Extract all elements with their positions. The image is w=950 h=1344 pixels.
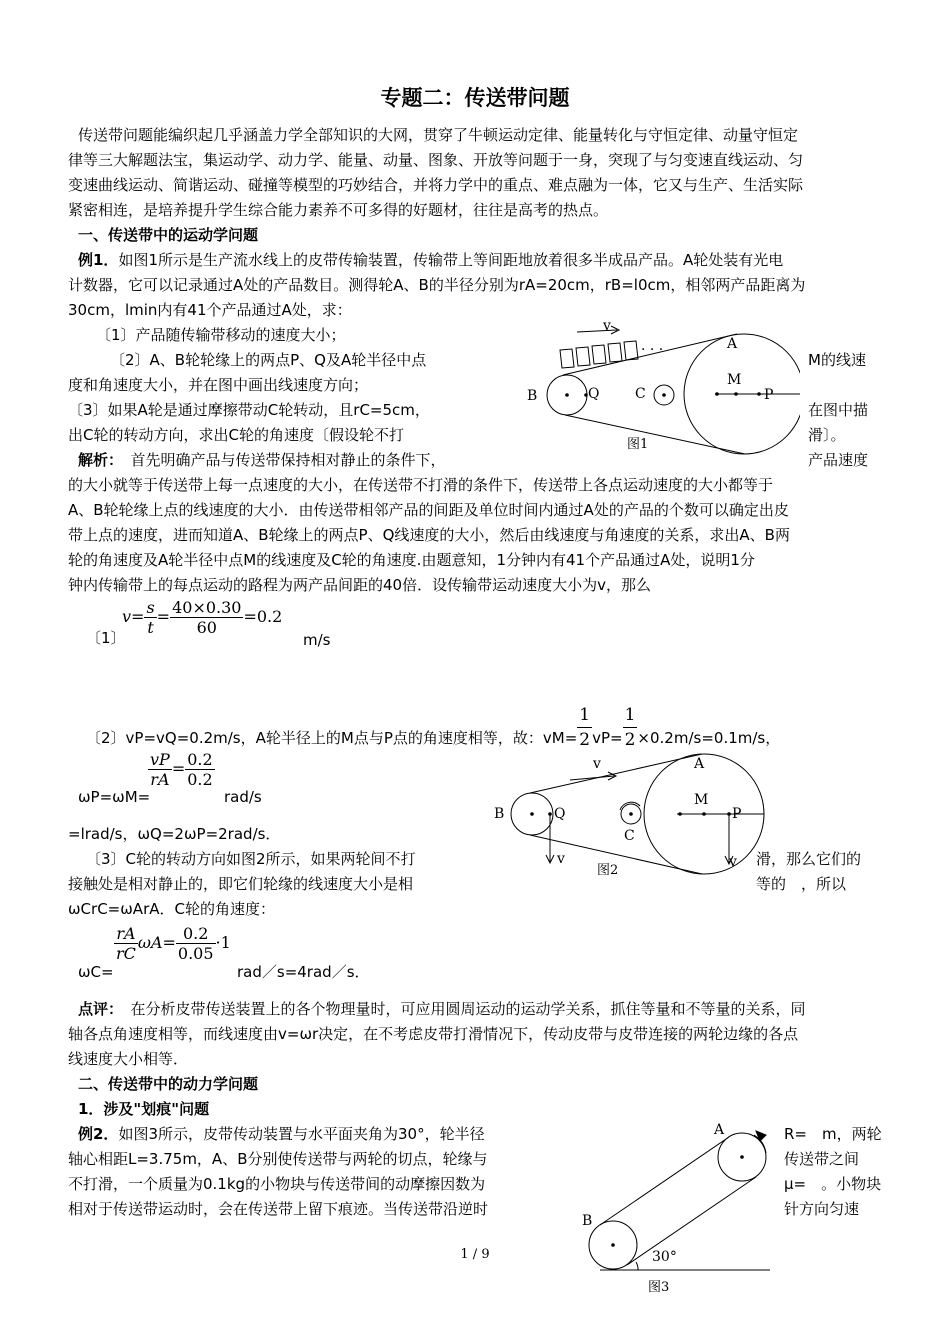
example-2-line: 不打滑，一个质量为0.1kg的小物块与传送带间的动摩擦因数为: [68, 1175, 486, 1193]
label-P: P: [764, 387, 774, 403]
label-B: B: [494, 806, 505, 822]
label-A: A: [727, 336, 738, 352]
part-3-line: ωCrC=ωArA．C轮的角速度：: [68, 900, 275, 918]
label-v: v: [603, 318, 611, 334]
part-3-line: 接触处是相对静止的，即它们轮缘的线速度大小是相: [68, 875, 414, 893]
page-number: 1 / 9: [460, 1247, 490, 1262]
frac-den: 60: [196, 618, 217, 637]
label-Q: Q: [588, 386, 600, 402]
formula-2-unit: rad/s: [224, 788, 262, 806]
comment-line: [78, 997, 806, 1021]
formula-2: $\frac{vP}{rA}$ = $\frac{0.2}{0.2}$: [150, 750, 213, 789]
comment-line: 轴各点角速度相等，而线速度由v=ωr决定，在不考虑皮带打滑情况下，传动皮带与皮带连接的两轮边缘的各点: [68, 1025, 799, 1043]
frac-num: 1: [623, 703, 638, 728]
label-B: B: [527, 388, 538, 404]
part-3-line-cont: 滑，那么它们的: [756, 850, 862, 868]
page-title: 专题二：传送带问题: [380, 86, 570, 110]
example-2-line-cont: R= m，两轮: [784, 1125, 882, 1143]
label-M: M: [727, 372, 742, 388]
label-B: B: [582, 1213, 593, 1229]
frac-den: 2: [579, 730, 591, 750]
figure-1: [515, 312, 800, 457]
label-dots: · · ·: [641, 342, 664, 358]
intro-line: 传送带问题能编织起几乎涵盖力学全部知识的大网，贯穿了牛顿运动定律、能量转化与守恒定律、动量守恒定: [78, 126, 799, 144]
question-2-line: 度和角速度大小，并在图中画出线速度方向；: [68, 376, 369, 394]
product-box: [592, 345, 606, 364]
var-v: v: [122, 607, 132, 626]
part-2-text: vP=: [592, 729, 623, 747]
velocity-arrow: [577, 330, 617, 332]
part-3-line: 〔3〕C轮的转动方向如图2所示，如果两轮间不打: [86, 850, 416, 868]
figure-caption: 图3: [648, 1280, 670, 1295]
example-text: 如图1所示是生产流水线上的皮带传输装置，传输带上等间距地放着很多半成品产品。A轮处装有光电: [118, 251, 784, 269]
part-2-line: [86, 703, 780, 752]
product-box: [624, 341, 638, 360]
question-1: 〔1〕产品随传输带移动的速度大小；: [96, 326, 346, 344]
frac-den: rA: [150, 770, 170, 789]
frac-num: vP: [150, 750, 170, 769]
label-v-p: v: [729, 854, 737, 870]
label-M: M: [694, 792, 709, 808]
analysis-line: 钟内传输带上的每点运动的路程为两产品间距的40倍．设传输带运动速度大小为v，那么: [68, 576, 651, 594]
frac-num: 1: [577, 703, 592, 728]
formula-3-unit: rad／s=4rad／s．: [237, 963, 370, 981]
product-box: [608, 343, 622, 362]
part-2-text: ×0.2m/s=0.1m/s，: [637, 729, 781, 747]
analysis-line: 带上点的速度，进而知道A、B轮缘上的两点P、Q线速度的大小，然后由线速度与角速度的关系，求出A、B两: [68, 526, 790, 544]
analysis-line-cont: 产品速度: [808, 451, 869, 469]
figure-2: [490, 750, 770, 885]
comment-text: 在分析皮带传送装置上的各个物理量时，可应用圆周运动的运动学关系，抓住等量和不等量的关系，同: [130, 1000, 806, 1018]
frac-den: 2: [624, 730, 636, 750]
part-2-text: 〔2〕vP=vQ=0.2m/s，A轮半径上的M点与P点的角速度相等，故：vM=: [86, 729, 578, 747]
figure-3: [570, 1115, 785, 1300]
analysis-line: A、B轮轮缘上点的线速度的大小．由传送带相邻产品的间距及单位时间内通过A处的产品的个数可以确定出皮: [68, 501, 789, 519]
comment-label: 点评：: [78, 1000, 116, 1018]
question-2: 〔2〕A、B轮轮缘上的两点P、Q及A轮半径中点: [110, 351, 427, 369]
formula-1-unit: m/s: [303, 631, 331, 649]
label-Q: Q: [554, 806, 566, 822]
question-3-line: 出C轮的转动方向，求出C轮的角速度〔假设轮不打: [68, 426, 404, 444]
example-1-line: 计数器，它可以记录通过A处的产品数目。测得轮A、B的半径分别为rA=20cm，rB=l0cm，相邻两产品距离为: [68, 276, 806, 294]
product-box: [576, 347, 590, 366]
label-P: P: [732, 806, 742, 822]
intro-line: 紧密相连，是培养提升学生综合能力素养不可多得的好题材，往往是高考的热点。: [68, 201, 609, 219]
example-2-line-cont: 针方向匀速: [784, 1200, 860, 1218]
comment-line: 线速度大小相等．: [68, 1050, 189, 1068]
section-heading: 二、传送带中的动力学问题: [78, 1075, 259, 1093]
example-2-line-cont: 传送带之间: [784, 1150, 860, 1168]
example-label: 例2．: [78, 1125, 119, 1143]
var-omega-a: ωA: [137, 933, 163, 952]
frac-num: s: [146, 598, 155, 617]
belt-bottom: [565, 415, 745, 454]
analysis-line: [78, 448, 446, 472]
omega-lead: ωP=ωM=: [78, 788, 151, 806]
frac-den: 0.05: [177, 944, 214, 963]
example-2-line: 轴心相距L=3.75m，A、B分别使传送带与两轮的切点，轮缘与: [68, 1150, 488, 1168]
formula-mul: ·1: [215, 933, 231, 952]
analysis-text: 首先明确产品与传送带保持相对静止的条件下，: [130, 451, 446, 469]
part-3-line-cont: 等的 ，所以: [756, 875, 847, 893]
frac-num: 0.2: [176, 924, 216, 944]
formula-1: v= $\frac{s}{t}$ = $\frac{40\times 0.30}{60}$ =0.2: [122, 598, 283, 637]
example-1-line: [78, 248, 783, 272]
label-A: A: [694, 756, 705, 772]
belt-top: [600, 1137, 729, 1225]
question-3: 〔3〕如果A轮是通过摩擦带动C轮转动，且rC=5cm，: [68, 401, 430, 419]
omega-c-lead: ωC=: [78, 963, 114, 981]
example-text: 如图3所示，皮带传动装置与水平面夹角为30°，轮半径: [118, 1125, 485, 1143]
formula-result: =0.2: [243, 607, 283, 626]
label-C: C: [635, 386, 646, 402]
frac-num: rA: [114, 924, 138, 944]
label-A: A: [714, 1122, 725, 1138]
angle-arc: [636, 1262, 638, 1270]
formula-3: $\frac{rA}{rC}$ ωA= $\frac{0.2}{0.05}$ ·1: [116, 924, 231, 963]
subsection-heading: 1．涉及"划痕"问题: [78, 1100, 210, 1118]
frac-num: 0.2: [187, 750, 213, 769]
analysis-line: 轮的角速度及A轮半径中点M的线速度及C轮的角速度.由题意知，1分钟内有41个产品通过A处，说明1分: [68, 551, 755, 569]
label-v-q: v: [557, 851, 565, 867]
example-label: 例1．: [78, 251, 119, 269]
label-C: C: [624, 828, 635, 844]
frac-den: rC: [116, 944, 136, 963]
label-angle: 30°: [652, 1249, 677, 1265]
figure-caption: 图2: [597, 863, 619, 878]
example-1-line: 30cm，lmin内有41个产品通过A处，求：: [68, 301, 352, 319]
question-3-cont: 滑〕。: [808, 426, 846, 444]
frac-den: 0.2: [187, 770, 213, 789]
belt-top: [530, 754, 702, 793]
analysis-label: 解析：: [78, 451, 116, 469]
question-2-cont: M的线速: [808, 351, 866, 369]
figure-caption: 图1: [627, 437, 649, 452]
formula-1-lead: 〔1〕: [86, 629, 126, 647]
frac-den: t: [147, 618, 154, 637]
example-2-line-cont: μ= 。小物块: [784, 1175, 882, 1193]
section-heading: 一、传送带中的运动学问题: [78, 226, 259, 244]
product-box: [560, 349, 574, 368]
intro-line: 律等三大解题法宝，集运动学、动力学、能量、动量、图象、开放等问题于一身，突现了与匀变速直线运动、匀: [68, 151, 804, 169]
analysis-line: 的大小就等于传送带上每一点速度的大小，在传送带不打滑的条件下，传送带上各点运动速度的大小都等于: [68, 476, 774, 494]
label-v: v: [593, 756, 601, 772]
part-2-result: =lrad/s，ωQ=2ωP=2rad/s．: [68, 825, 281, 843]
example-2-line: [78, 1122, 485, 1146]
frac-num: 40×0.30: [172, 598, 242, 617]
example-2-line: 相对于传送带运动时，会在传送带上留下痕迹。当传送带沿逆时: [68, 1200, 489, 1218]
question-3-cont: 在图中描: [808, 401, 869, 419]
intro-line: 变速曲线运动、简谐运动、碰撞等模型的巧妙结合，并将力学中的重点、难点融为一体，它又与生产、生活实际: [68, 176, 804, 194]
